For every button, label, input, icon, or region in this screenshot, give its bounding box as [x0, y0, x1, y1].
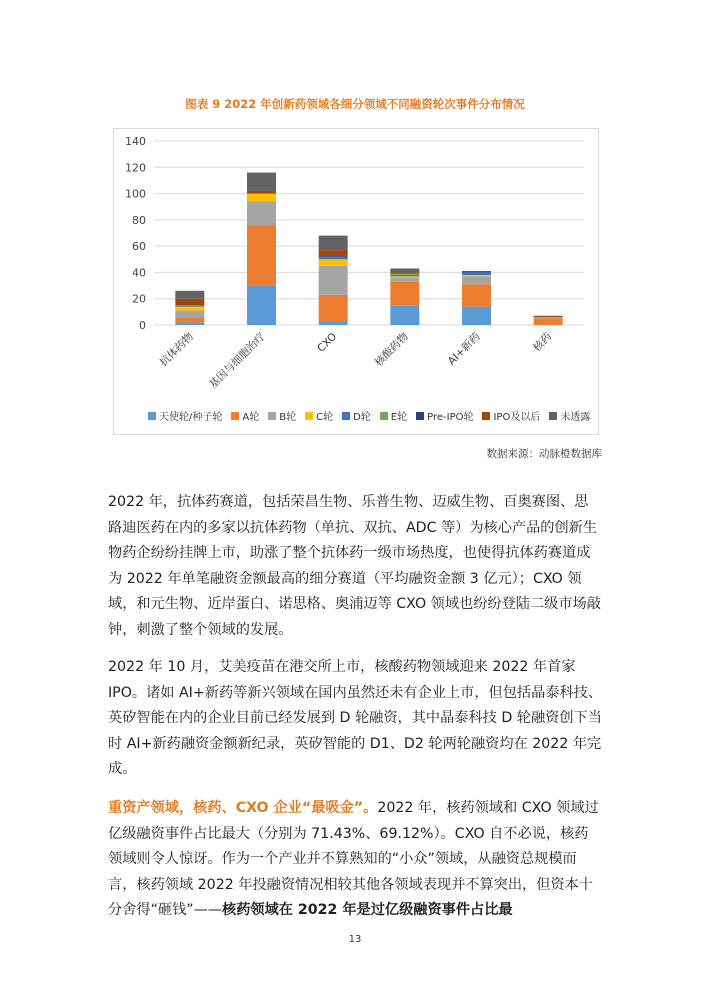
y-tick-label: 20 — [132, 292, 146, 306]
bar-segment — [247, 173, 276, 191]
page-number: 13 — [348, 934, 362, 945]
bar-segment — [390, 305, 419, 325]
bar-segment — [534, 318, 563, 325]
bar-segment — [390, 282, 419, 306]
bar-segment — [390, 276, 419, 277]
legend-item — [231, 408, 259, 423]
bar-segment — [247, 225, 276, 285]
legend-item — [268, 408, 296, 423]
bar-segment — [319, 257, 348, 260]
x-tick-label: CXO — [315, 330, 340, 355]
legend-label: IPO及以后 — [493, 412, 541, 423]
y-tick-label: 100 — [125, 187, 146, 201]
x-tick-label: 核药 — [530, 330, 555, 354]
legend-swatch — [482, 412, 490, 420]
figure-title: 图表 9 2022 年创新药领域各细分领域不同融资轮次事件分布情况 — [185, 97, 525, 111]
bar-segment — [534, 316, 563, 317]
y-tick-label: 80 — [132, 213, 146, 227]
bar-segment — [319, 236, 348, 250]
x-tick-label: 基因与细胞治疗 — [207, 330, 268, 392]
legend-label: C轮 — [316, 412, 334, 423]
bar-segment — [175, 307, 204, 311]
bar-segment — [462, 307, 491, 325]
paragraph-3-highlight: 重资产领域，核药、CXO 企业“最吸金”。 — [108, 800, 378, 816]
legend-label: E轮 — [390, 412, 408, 423]
legend-swatch — [231, 412, 239, 420]
bar-segment — [175, 311, 204, 318]
bar-segment — [175, 291, 204, 299]
legend-swatch — [268, 412, 276, 420]
legend-item — [148, 408, 222, 423]
bar-segment — [247, 286, 276, 325]
bar-segment — [390, 274, 419, 275]
stacked-bar-chart — [113, 128, 599, 435]
x-tick-label: 核酸药物 — [372, 330, 411, 369]
legend-label: B轮 — [279, 412, 297, 423]
bar-segment — [319, 321, 348, 325]
paragraph-1 — [108, 490, 602, 643]
legend-label: A轮 — [242, 412, 260, 423]
bar-segment — [319, 259, 348, 266]
bar-segment — [390, 268, 419, 272]
bar-segment — [462, 284, 491, 306]
bar-segment — [175, 305, 204, 306]
paragraph-3-bold: 核药领域在 2022 年是过亿级融资事件占比最 — [222, 902, 513, 918]
legend-swatch — [148, 412, 156, 420]
paragraph-3-body — [108, 796, 602, 924]
y-tick-label: 0 — [139, 319, 146, 332]
chart-legend — [148, 408, 591, 423]
legend-swatch — [305, 412, 313, 420]
paragraph-1-text: 2022 年，抗体药赛道，包括荣昌生物、乐普生物、迈威生物、百奥赛图、思路迪医药在内的多家以抗体药物（单抗、双抗、ADC 等）为核心产品的创新生物药企纷纷挂牌上市，助涨了整个抗体药一级市场热度，也使得抗体药赛道成为 2022 年单笔融资金额最高的细分赛道（平均融资金额 3 亿元）；CXO 领域，和元生物、近岸蛋白、诺思格、奥浦迈等 CXO 领域也纷纷登陆二级市场敲钟，刺激了整个领域的发展。 — [108, 494, 601, 638]
legend-item — [305, 408, 333, 423]
bar-segment — [175, 322, 204, 325]
legend-swatch — [416, 412, 424, 420]
legend-item — [416, 408, 473, 423]
bar-segment — [390, 275, 419, 276]
bar-segment — [462, 271, 491, 272]
legend-label: Pre-IPO轮 — [427, 412, 474, 423]
x-tick-label: 抗体药物 — [157, 330, 196, 369]
paragraph-3-text: 2022 年，核药领域和 CXO 领域过亿级融资事件占比最大（分别为 71.43%、69.12%）。CXO 自不必说，核药领域则令人惊讶。作为一个产业并不算熟知的“小众”领域，从融资总规模而言，核药领域 2022 年投融资情况相较其他各领域表现并不算突出，但资本十分舍得“砸钱”—— — [108, 800, 599, 918]
bar-segment — [462, 272, 491, 275]
bar-segment — [319, 266, 348, 295]
legend-label: D轮 — [353, 412, 371, 423]
bar-segment — [319, 250, 348, 255]
bar-segment — [319, 295, 348, 321]
chart-svg — [114, 129, 598, 434]
legend-item — [380, 408, 407, 423]
legend-item — [342, 408, 371, 423]
bar-segment — [319, 255, 348, 256]
paragraph-3 — [108, 796, 602, 924]
bar-segment — [175, 317, 204, 322]
y-tick-label: 40 — [132, 266, 146, 280]
legend-label: 天使轮/种子轮 — [159, 412, 223, 423]
y-tick-label: 120 — [125, 161, 146, 175]
bar-segment — [462, 275, 491, 276]
legend-label: 未透露 — [560, 412, 591, 423]
bar-segment — [247, 201, 276, 225]
y-tick-label: 60 — [132, 240, 146, 254]
legend-swatch — [342, 412, 350, 420]
paragraph-2 — [108, 655, 602, 783]
bar-segment — [390, 278, 419, 282]
legend-swatch — [549, 412, 557, 420]
bar-segment — [462, 276, 491, 284]
bar-segment — [390, 272, 419, 273]
data-source: 数据来源：动脉橙数据库 — [486, 448, 602, 460]
bar-segment — [247, 194, 276, 202]
x-tick-label: AI+新药 — [445, 330, 483, 368]
bar-segment — [175, 299, 204, 306]
legend-swatch — [380, 412, 388, 420]
legend-item — [549, 408, 590, 423]
bar-segment — [534, 317, 563, 318]
bar-segment — [247, 191, 276, 194]
paragraph-2-text: 2022 年 10 月，艾美疫苗在港交所上市，核酸药物领域迎来 2022 年首家 IPO。诸如 AI+新药等新兴领域在国内虽然还未有企业上市，但包括晶泰科技、英矽智能在内的企业目前已经发展到 D 轮融资，其中晶泰科技 D 轮融资创下当时 AI+新药融资金额新纪录，英矽智能的 D1、D2 轮两轮融资均在 2022 年完成。 — [108, 659, 603, 777]
legend-item — [482, 408, 540, 423]
y-tick-label: 140 — [125, 135, 146, 148]
